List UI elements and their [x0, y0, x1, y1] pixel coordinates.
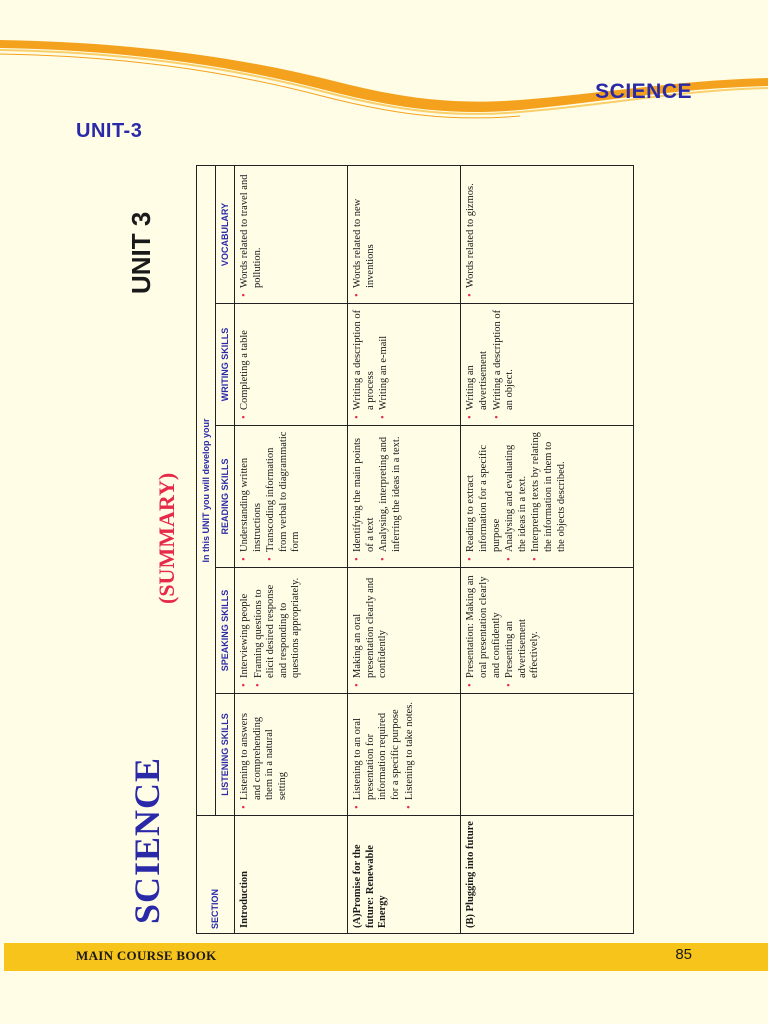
list-item: • Listening to answers and comprehending them in a natural setting	[239, 699, 289, 800]
list-item: • Listening to an oral presentation for information required for a specific purpose	[352, 699, 402, 800]
listening-cell	[461, 694, 634, 816]
writing-cell	[348, 304, 461, 426]
group-header: In this UNIT you will develop your	[197, 165, 216, 815]
list-item: • Presentation: Making an oral presentation clearly and confidently	[465, 573, 503, 678]
section-header: SECTION	[197, 816, 235, 934]
list-item: • Completing a table	[239, 309, 252, 410]
list-item: • Interpreting texts by relating the information in them to the objects described.	[530, 431, 568, 552]
unit-label: UNIT-3	[76, 120, 143, 142]
table-row	[235, 165, 348, 933]
footer-bar	[4, 943, 768, 971]
section-name: (B) Plugging into future	[465, 821, 477, 928]
listening-cell	[235, 694, 348, 816]
list-item: • Writing an e-mail	[378, 309, 391, 410]
list-item: • Writing an advertisement	[465, 309, 490, 410]
footer-book-title: MAIN COURSE BOOK	[76, 948, 217, 963]
list-item: • Words related to gizmos.	[465, 171, 478, 288]
section-cell	[235, 816, 348, 934]
page-number: 85	[675, 946, 692, 963]
section-cell	[461, 816, 634, 934]
speaking-cell	[461, 568, 634, 694]
column-header-listening: LISTENING SKILLS	[216, 694, 235, 816]
vocabulary-cell	[348, 165, 461, 303]
list-item: • Making an oral presentation clearly and confidently	[352, 573, 390, 678]
list-item: • Interviewing people	[239, 573, 252, 678]
column-header-reading: READING SKILLS	[216, 426, 235, 568]
scan-unit-title: UNIT 3	[126, 211, 156, 294]
scan-subject-title: SCIENCE	[127, 756, 167, 924]
list-item: • Listening to take notes.	[404, 699, 417, 800]
header-wave-decoration	[0, 0, 768, 130]
reading-cell	[235, 426, 348, 568]
list-item: • Transcoding information from verbal to diagrammatic form	[265, 431, 303, 552]
list-item: • Analysing and evaluating the ideas in a text.	[504, 431, 529, 552]
list-item: • Reading to extract information for a specific purpose	[465, 431, 503, 552]
listening-cell	[348, 694, 461, 816]
list-item: • Presenting an advertisement effectively.	[504, 573, 542, 678]
list-item: • Writing a description of a process	[352, 309, 377, 410]
list-item: • Understanding written instructions	[239, 431, 264, 552]
reading-cell	[348, 426, 461, 568]
column-header-vocabulary: VOCABULARY	[216, 165, 235, 303]
section-name: Introduction	[239, 871, 250, 928]
section-name: (A)Promise for the future: Renewable Energy	[352, 844, 389, 928]
vocabulary-cell	[235, 165, 348, 303]
writing-cell	[461, 304, 634, 426]
list-item: • Words related to new inventions	[352, 171, 377, 288]
list-item: • Identifying the main points of a text	[352, 431, 377, 552]
section-cell	[348, 816, 461, 934]
speaking-cell	[235, 568, 348, 694]
vocabulary-cell	[461, 165, 634, 303]
list-item: • Analysing, interpreting and inferring the ideas in a text.	[378, 431, 403, 552]
writing-cell	[235, 304, 348, 426]
table-row	[461, 165, 634, 933]
rotated-summary-page	[126, 166, 634, 934]
column-header-speaking: SPEAKING SKILLS	[216, 568, 235, 694]
speaking-cell	[348, 568, 461, 694]
table-row	[348, 165, 461, 933]
header-subject: SCIENCE	[595, 80, 692, 103]
list-item: • Words related to travel and pollution.	[239, 171, 264, 288]
list-item: • Framing questions to elicit desired response and responding to questions appropriately.	[253, 573, 303, 678]
list-item: • Writing a description of an object.	[492, 309, 517, 410]
column-header-writing: WRITING SKILLS	[216, 304, 235, 426]
summary-table	[196, 165, 634, 934]
summary-title: (SUMMARY)	[154, 472, 179, 604]
reading-cell	[461, 426, 634, 568]
